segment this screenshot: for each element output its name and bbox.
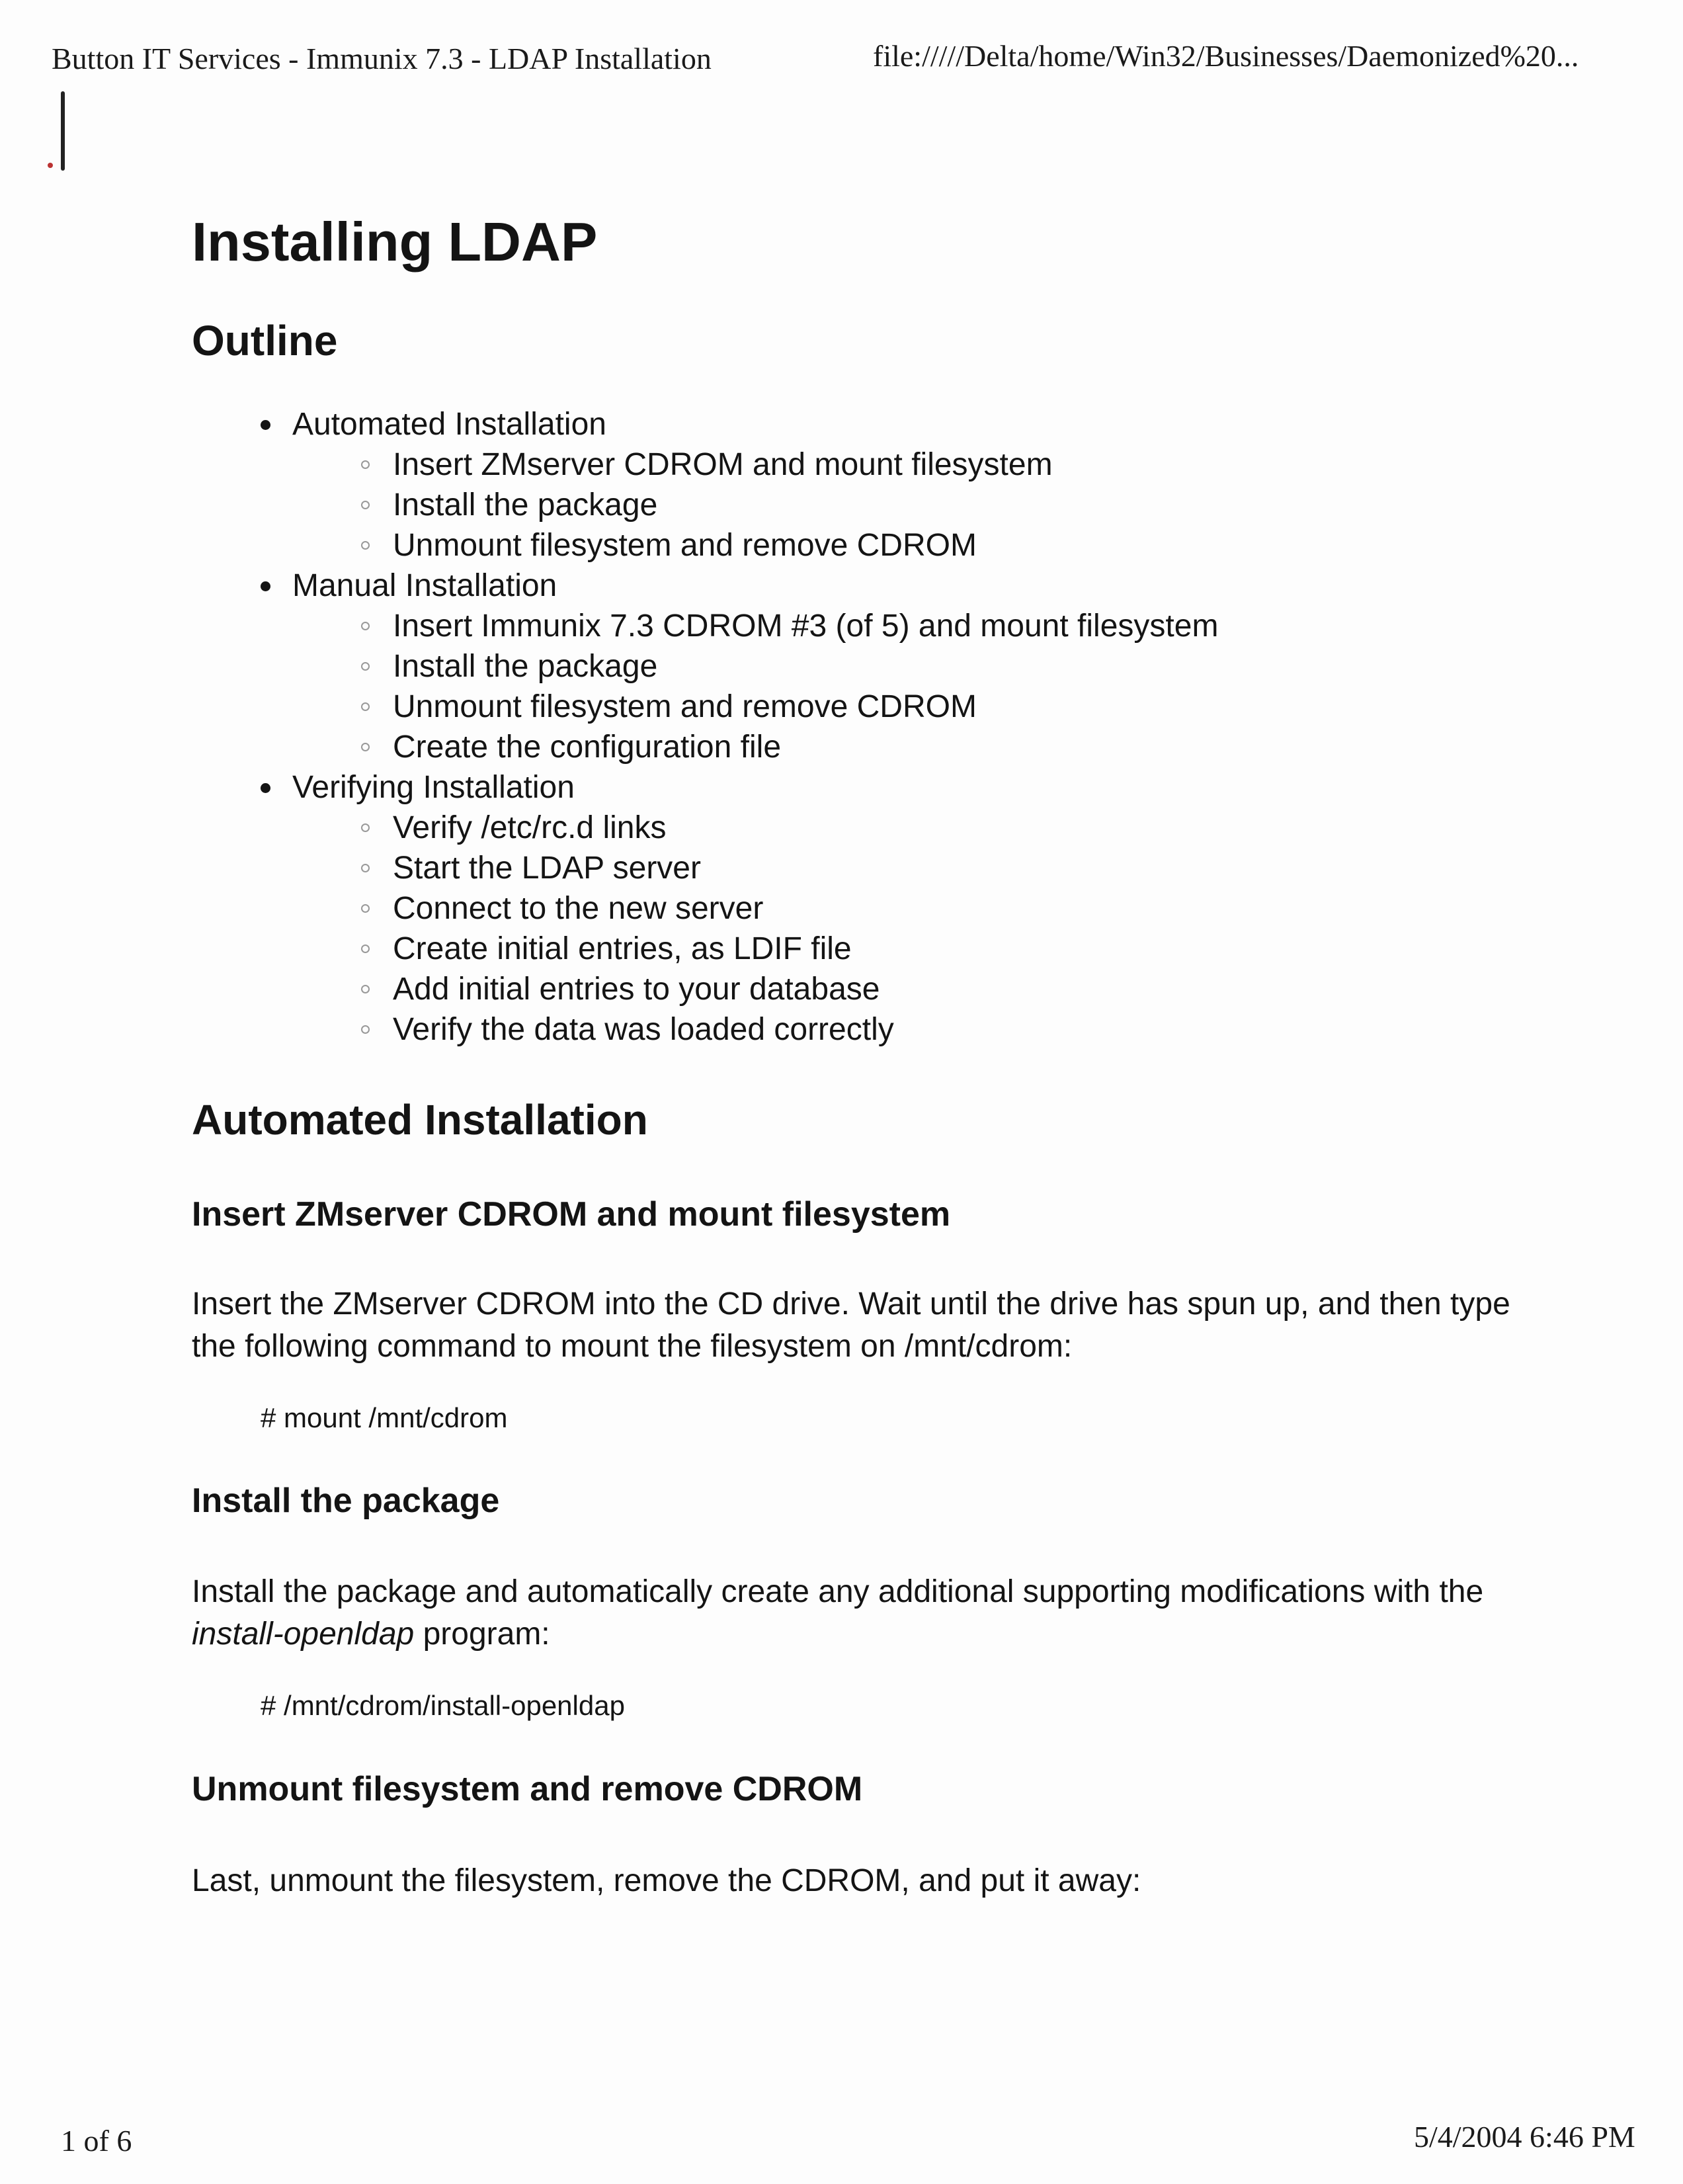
- outline-heading: Outline: [192, 317, 338, 365]
- bullet-circle: [361, 1025, 370, 1034]
- bullet-circle: [361, 743, 370, 751]
- list-item: Insert Immunix 7.3 CDROM #3 (of 5) and mount filesystem: [292, 606, 1514, 646]
- bullet-circle: [361, 904, 370, 913]
- browser-page-url: file://///Delta/home/Win32/Businesses/Daemonized%20...: [873, 39, 1579, 73]
- install-package-text: Install the package and automatically create any additional supporting modifications with the install-openldap program:: [192, 1574, 1484, 1652]
- outline-section-label: Verifying Installation: [292, 770, 575, 806]
- list-item: Install the package: [292, 646, 1514, 687]
- bullet-circle: [361, 501, 370, 509]
- unmount-text: Last, unmount the filesystem, remove the CDROM, and put it away:: [192, 1863, 1141, 1899]
- print-datetime: 5/4/2004 6:46 PM: [1414, 2120, 1635, 2154]
- margin-pen-mark: [61, 91, 65, 171]
- bullet-circle: [361, 541, 370, 550]
- insert-cdrom-heading: Insert ZMserver CDROM and mount filesystem: [192, 1195, 951, 1234]
- bullet-circle: [361, 662, 370, 671]
- install-package-heading: Install the package: [192, 1481, 500, 1520]
- bullet-circle: [361, 622, 370, 630]
- outline-section-automated: [192, 404, 1514, 566]
- list-item: Install the package: [292, 485, 1514, 525]
- bullet-dot: [261, 581, 270, 591]
- outline-section-verifying: [192, 767, 1514, 1050]
- insert-cdrom-text: Insert the ZMserver CDROM into the CD drive. Wait until the drive has spun up, and then type the following command to mount the filesystem on /mnt/cdrom:: [192, 1286, 1510, 1364]
- bullet-dot: [261, 420, 270, 430]
- page-number: 1 of 6: [61, 2124, 132, 2158]
- bullet-circle: [361, 864, 370, 872]
- bullet-circle: [361, 985, 370, 993]
- browser-page-title: Button IT Services - Immunix 7.3 - LDAP Installation: [52, 42, 712, 75]
- list-item: Verify the data was loaded correctly: [292, 1009, 1514, 1050]
- outline-section-label: Manual Installation: [292, 568, 557, 604]
- document-content: [192, 210, 1514, 1902]
- page-title: Installing LDAP: [192, 211, 598, 273]
- outline-sublist: [292, 808, 1514, 1050]
- outline-list: [192, 404, 1514, 1050]
- list-item: Connect to the new server: [292, 888, 1514, 929]
- program-name: install-openldap: [192, 1616, 415, 1652]
- outline-sublist: [292, 606, 1514, 767]
- bullet-dot: [261, 783, 270, 793]
- list-item: Verify /etc/rc.d links: [292, 808, 1514, 848]
- list-item: Start the LDAP server: [292, 848, 1514, 888]
- bullet-circle: [361, 945, 370, 953]
- list-item: Add initial entries to your database: [292, 969, 1514, 1009]
- margin-dot-mark: [48, 163, 53, 168]
- automated-installation-heading: Automated Installation: [192, 1096, 648, 1144]
- list-item: Create initial entries, as LDIF file: [292, 929, 1514, 969]
- install-command: # /mnt/cdrom/install-openldap: [261, 1690, 625, 1722]
- outline-sublist: [292, 444, 1514, 566]
- unmount-heading: Unmount filesystem and remove CDROM: [192, 1770, 863, 1809]
- bullet-circle: [361, 702, 370, 711]
- outline-section-label: Automated Installation: [292, 407, 606, 442]
- list-item: Create the configuration file: [292, 727, 1514, 767]
- bullet-circle: [361, 460, 370, 469]
- list-item: Unmount filesystem and remove CDROM: [292, 525, 1514, 566]
- list-item: Unmount filesystem and remove CDROM: [292, 687, 1514, 727]
- bullet-circle: [361, 823, 370, 832]
- outline-section-manual: [192, 566, 1514, 767]
- mount-command: # mount /mnt/cdrom: [261, 1402, 508, 1434]
- list-item: Insert ZMserver CDROM and mount filesystem: [292, 444, 1514, 485]
